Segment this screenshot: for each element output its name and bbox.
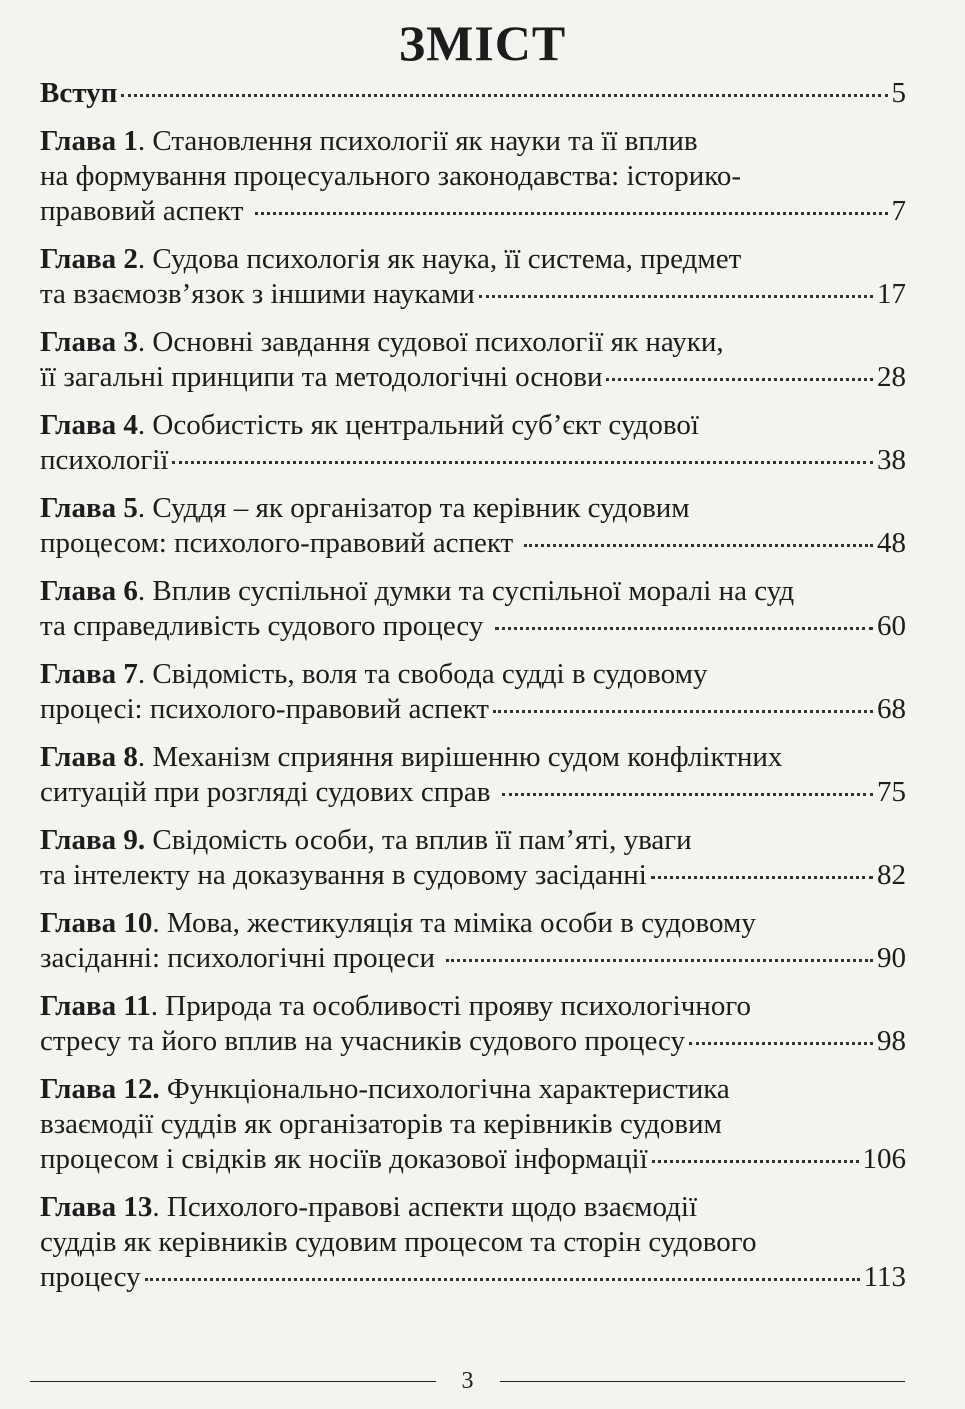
chapter-title-line: її загальні принципи та методологічні основи [40,361,603,393]
chapter-title-line: на формування процесуального законодавства: історико- [40,160,741,192]
dot-leader [495,627,873,630]
toc-entry-line [40,574,906,609]
dot-leader [689,1042,873,1045]
toc-entry [40,906,906,976]
toc-entry-line [40,124,906,159]
toc-page-number: 48 [877,527,906,559]
chapter-label: Глава 2 [40,243,138,275]
toc-entry-text [40,1142,648,1177]
toc-entry-text [40,1108,722,1140]
dot-leader [502,793,873,796]
toc-entry-line [40,1072,906,1107]
chapter-label: Глава 11 [40,990,151,1022]
chapter-title-line: . Свідомість, воля та свобода судді в судовому [137,658,708,690]
dot-leader [652,1160,859,1163]
toc-entry-last-line [40,1142,906,1177]
chapter-label: Глава 3 [40,326,138,358]
toc-entry [40,574,906,644]
toc-entry-line [40,657,906,692]
chapter-label: Глава 8 [40,741,138,773]
chapter-label: Глава 1 [40,125,138,157]
dot-leader [121,94,887,97]
toc-entry-text [40,492,690,524]
toc-page-number: 113 [863,1261,906,1293]
chapter-title-line: процесом і свідків як носіїв доказової інформації [40,1143,648,1175]
toc-entry-last-line [40,194,906,229]
toc-entry-line [40,1107,906,1142]
toc-entry-last-line [40,526,906,561]
toc-entry-line [40,740,906,775]
toc-entry-last-line [40,443,906,478]
toc-entry [40,491,906,561]
dot-leader [446,959,873,962]
chapter-title-line: та інтелекту на доказування в судовому засіданні [40,859,647,891]
toc-entry-last-line [40,360,906,395]
toc-entry-last-line [40,775,906,810]
toc-entry-text [40,775,498,810]
toc-entry-text [40,1191,697,1223]
toc-page-number: 90 [877,942,906,974]
chapter-title-line: правовий аспект [40,195,251,227]
chapter-title-line: процесом: психолого-правовий аспект [40,527,521,559]
toc-entry-last-line [40,941,906,976]
chapter-title-line: суддів як керівників судовим процесом та сторін судового [40,1226,757,1258]
chapter-title-line: Свідомість особи, та вплив її пам’яті, уваги [145,824,692,856]
toc-entry [40,1072,906,1177]
toc-entry [40,408,906,478]
toc-entry-last-line [40,858,906,893]
dot-leader [651,876,873,879]
toc-entry-text [40,858,647,893]
toc-entry-text [40,326,724,358]
chapter-title-line: . Судова психологія як наука, її система, предмет [137,243,742,275]
chapter-title-line: . Особистість як центральний суб’єкт судової [137,409,699,441]
toc-entry-line [40,159,906,194]
toc-entry [40,242,906,312]
toc-entry-line [40,325,906,360]
toc-entry-text [40,409,699,441]
toc-entry-text [40,1024,685,1059]
toc-entry-text [40,277,475,312]
dot-leader [479,295,873,298]
toc-entry-text [40,243,741,275]
dot-leader [172,461,873,464]
toc-entry-text [40,194,251,229]
toc-entry-line [40,989,906,1024]
toc-entry-text [40,824,692,856]
chapter-label: Глава 12. [40,1073,160,1105]
toc-entry-text [40,526,520,561]
toc-entry-text [40,125,698,157]
chapter-title-line: взаємодії суддів як організаторів та керівників судовим [40,1108,722,1140]
toc-entry-text [40,443,168,478]
toc-entry-line [40,1225,906,1260]
chapter-title-line: процесі: психолого-правовий аспект [40,693,489,725]
toc-entry-text [40,160,741,192]
toc-entry-last-line [40,76,906,111]
footer-rule-left [30,1381,436,1382]
toc-entry-text [40,741,782,773]
chapter-label: Глава 9. [40,824,146,856]
toc-entry-last-line [40,609,906,644]
chapter-label: Глава 10 [40,907,153,939]
toc-page-number: 106 [862,1143,906,1175]
toc-entry-text [40,76,117,111]
toc-entry [40,325,906,395]
toc-entry-line [40,242,906,277]
toc-entry [40,1190,906,1295]
toc-page-number: 98 [877,1025,906,1057]
dot-leader [606,378,873,381]
toc-entry-text [40,1260,141,1295]
chapter-title-line: . Психолого-правові аспекти щодо взаємодії [152,1191,698,1223]
chapter-label: Глава 7 [40,658,138,690]
chapter-title-line: стресу та його вплив на учасників судового процесу [40,1025,686,1057]
table-of-contents [40,76,906,1308]
toc-entry [40,124,906,229]
chapter-title-line: . Основні завдання судової психології як науки, [137,326,724,358]
toc-page-number: 28 [877,361,906,393]
toc-entry [40,823,906,893]
toc-page-number: 60 [877,610,906,642]
toc-entry-line [40,408,906,443]
chapter-label: Глава 6 [40,575,138,607]
dot-leader [255,212,888,215]
page-footer [30,1366,905,1396]
toc-entry-line [40,823,906,858]
chapter-title-line: та взаємозв’язок з іншими науками [40,278,475,310]
toc-entry-last-line [40,1024,906,1059]
toc-entry [40,740,906,810]
toc-page-number: 82 [877,859,906,891]
toc-entry-text [40,990,751,1022]
chapter-title-line: процесу [40,1261,141,1293]
toc-page-number: 68 [877,693,906,725]
chapter-label: Вступ [40,77,118,109]
chapter-title-line: . Мова, жестикуляція та міміка особи в судовому [152,907,756,939]
toc-page-number: 5 [891,77,906,109]
toc-entry-text [40,658,707,690]
toc-entry-text [40,941,442,976]
toc-entry-last-line [40,692,906,727]
toc-entry [40,76,906,111]
page-number: 3 [461,1367,474,1394]
toc-entry [40,657,906,727]
toc-entry [40,989,906,1059]
chapter-title-line: засіданні: психологічні процеси [40,942,443,974]
chapter-title-line: та справедливість судового процесу [40,610,491,642]
chapter-title-line: психології [40,444,169,476]
toc-page-number: 38 [877,444,906,476]
toc-page-number: 75 [877,776,906,808]
toc-entry-last-line [40,1260,906,1295]
toc-entry-line [40,1190,906,1225]
chapter-title-line: Функціонально-психологічна характеристика [159,1073,730,1105]
toc-entry-line [40,906,906,941]
dot-leader [524,544,873,547]
page-title: ЗМІСТ [398,15,567,71]
chapter-label: Глава 4 [40,409,138,441]
toc-entry-text [40,609,491,644]
toc-entry-text [40,1073,730,1105]
toc-page-number: 7 [891,195,906,227]
chapter-title-line: . Становлення психології як науки та її вплив [137,125,698,157]
toc-entry-last-line [40,277,906,312]
toc-entry-text [40,575,794,607]
toc-page-number: 17 [877,278,906,310]
chapter-title-line: . Природа та особливості прояву психологічного [150,990,751,1022]
chapter-title-line: . Вплив суспільної думки та суспільної моралі на суд [137,575,795,607]
chapter-label: Глава 13 [40,1191,153,1223]
dot-leader [493,710,873,713]
footer-rule-right [500,1381,906,1382]
toc-entry-text [40,907,756,939]
toc-entry-text [40,692,489,727]
chapter-title-line: ситуацій при розгляді судових справ [40,776,498,808]
dot-leader [145,1278,860,1281]
chapter-title-line: . Суддя – як організатор та керівник судовим [137,492,690,524]
toc-entry-text [40,360,602,395]
chapter-label: Глава 5 [40,492,138,524]
chapter-title-line: . Механізм сприяння вирішенню судом конфліктних [137,741,783,773]
toc-entry-line [40,491,906,526]
toc-entry-text [40,1226,756,1258]
